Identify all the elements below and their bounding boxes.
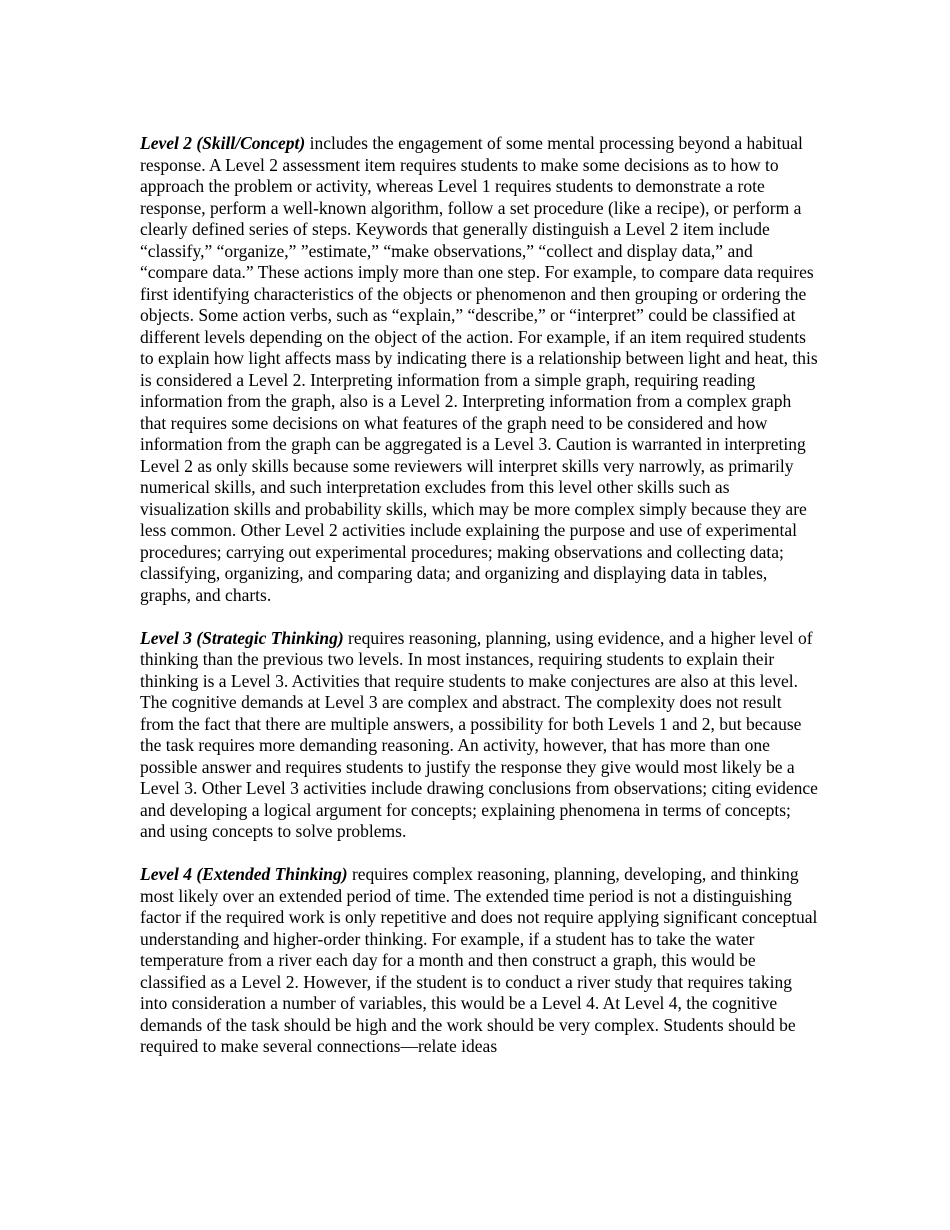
paragraph-text: requires complex reasoning, planning, developing, and thinking most likely over an extended period of time. The extended time period is not a distinguishing factor if the required work is only repetitive and does not require applying significant conceptual understanding and higher-order thinking. For example, if a student has to take the water temperature from a river each day for a month and then construct a graph, this would be classified as a Level 2. However, if the student is to conduct a river study that requires taking into consideration a number of variables, this would be a Level 4. At Level 4, the cognitive demands of the task should be high and the work should be very complex. Students should be required to make several connections—relate ideas: [140, 864, 818, 1056]
paragraph-level-3: [140, 628, 820, 843]
paragraph-heading: Level 2 (Skill/Concept): [140, 133, 306, 153]
paragraph-text: requires reasoning, planning, using evidence, and a higher level of thinking than the previous two levels. In most instances, requiring students to explain their thinking is a Level 3. Activities that require students to make conjectures are also at this level. The cognitive demands at Level 3 are complex and abstract. The complexity does not result from the fact that there are multiple answers, a possibility for both Levels 1 and 2, but because the task requires more demanding reasoning. An activity, however, that has more than one possible answer and requires students to justify the response they give would most likely be a Level 3. Other Level 3 activities include drawing conclusions from observations; citing evidence and developing a logical argument for concepts; explaining phenomena in terms of concepts; and using concepts to solve problems.: [140, 627, 818, 841]
paragraph-level-2: [140, 133, 820, 606]
paragraph-heading: Level 4 (Extended Thinking): [140, 864, 348, 884]
paragraph-heading: Level 3 (Strategic Thinking): [140, 627, 344, 648]
paragraph-level-4: [140, 864, 820, 1058]
document-body: [140, 133, 820, 1079]
paragraph-text: includes the engagement of some mental processing beyond a habitual response. A Level 2 assessment item requires students to make some decisions as to how to approach the problem or activity, whereas Level 1 requires students to demonstrate a rote response, perform a well-known algorithm, follow a set procedure (like a recipe), or perform a clearly defined series of steps. Keywords that generally distinguish a Level 2 item include “classify,” “organize,” ”estimate,” “make observations,” “collect and display data,” and “compare data.” These actions imply more than one step. For example, to compare data requires first identifying characteristics of the objects or phenomenon and then grouping or ordering the objects. Some action verbs, such as “explain,” “describe,” or “interpret” could be classified at different levels depending on the object of the action. For example, if an item required students to explain how light affects mass by indicating there is a relationship between light and heat, this is considered a Level 2. Interpreting information from a simple graph, requiring reading information from the graph, also is a Level 2. Interpreting information from a complex graph that requires some decisions on what features of the graph need to be considered and how information from the graph can be aggregated is a Level 3. Caution is warranted in interpreting Level 2 as only skills because some reviewers will interpret skills very narrowly, as primarily numerical skills, and such interpretation excludes from this level other skills such as visualization skills and probability skills, which may be more complex simply because they are less common. Other Level 2 activities include explaining the purpose and use of experimental procedures; carrying out experimental procedures; making observations and collecting data; classifying, organizing, and comparing data; and organizing and displaying data in tables, graphs, and charts.: [140, 133, 818, 605]
